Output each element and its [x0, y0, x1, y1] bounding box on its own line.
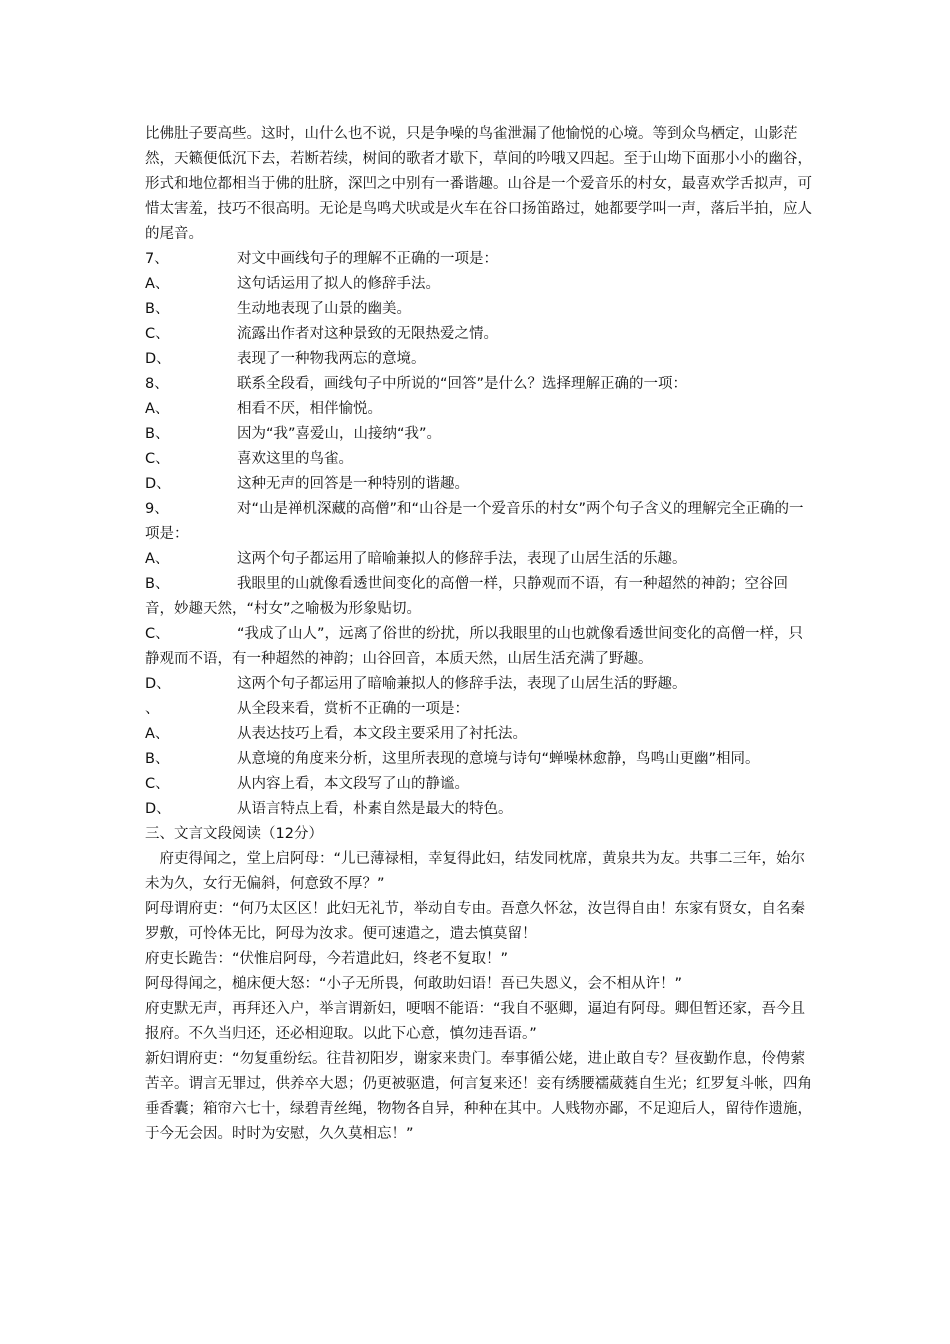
item-mark: C、: [145, 776, 170, 792]
question-8: [145, 372, 815, 397]
item-mark: A、: [145, 276, 170, 292]
item-mark: D、: [145, 676, 171, 692]
item-mark: B、: [145, 576, 170, 592]
option-9a: [145, 547, 815, 572]
item-text: 这两个句子都运用了暗喻兼拟人的修辞手法，表现了山居生活的野趣。: [237, 676, 687, 692]
item-mark: 7、: [145, 251, 169, 267]
classical-paragraph: 府吏默无声，再拜还入户，举言谓新妇，哽咽不能语：“我自不驱卿，逼迫有阿母。卿但暂还家，吾今且报府。不久当归还，还必相迎取。以此下心意，慎勿违吾语。”: [145, 1001, 806, 1042]
item-text: 喜欢这里的鸟雀。: [237, 451, 353, 467]
option-10c: [145, 772, 815, 797]
option-7d: [145, 347, 815, 372]
classical-paragraph: 府吏长跪告：“伏惟启阿母，今若遣此妇，终老不复取！”: [145, 951, 509, 967]
item-text: 从语言特点上看，朴素自然是最大的特色。: [237, 801, 513, 817]
question-7: [145, 247, 815, 272]
option-8b: [145, 422, 815, 447]
item-mark: B、: [145, 426, 170, 442]
item-text: 流露出作者对这种景致的无限热爱之情。: [237, 326, 498, 342]
passage-paragraph: 比佛肚子要高些。这时，山什么也不说，只是争噪的鸟雀泄漏了他愉悦的心境。等到众鸟栖定，山影茫然，天籁便低沉下去，若断若续，树间的歌者才歇下，草间的吟哦又四起。至于山坳下面那小小的幽谷，形式和地位都相当于佛的肚脐，深凹之中别有一番谐趣。山谷是一个爱音乐的村女，最喜欢学舌拟声，可惜太害羞，技巧不很高明。无论是鸟鸣犬吠或是火车在谷口扬笛路过，她都要学叫一声，落后半拍，应人的尾音。: [145, 126, 812, 242]
item-mark: C、: [145, 626, 170, 642]
item-mark: A、: [145, 551, 170, 567]
item-text: 联系全段看，画线句子中所说的“回答”是什么？选择理解正确的一项：: [237, 376, 688, 392]
document-page: [145, 122, 815, 1147]
option-7b: [145, 297, 815, 322]
item-mark: B、: [145, 751, 170, 767]
question-10: [145, 697, 815, 722]
item-text: 这两个句子都运用了暗喻兼拟人的修辞手法，表现了山居生活的乐趣。: [237, 551, 687, 567]
item-text: 这句话运用了拟人的修辞手法。: [237, 276, 440, 292]
question-9: [145, 497, 815, 547]
item-text: 对“山是禅机深藏的高僧”和“山谷是一个爱音乐的村女”两个句子含义的理解完全正确的一项是：: [145, 501, 804, 542]
section-heading: 三、文言文段阅读（12分）: [145, 826, 323, 842]
item-mark: D、: [145, 351, 171, 367]
classical-paragraph: 阿母得闻之，槌床便大怒：“小子无所畏，何敢助妇语！吾已失恩义，会不相从许！”: [145, 976, 683, 992]
option-8a: [145, 397, 815, 422]
item-mark: A、: [145, 726, 170, 742]
option-10b: [145, 747, 815, 772]
option-7a: [145, 272, 815, 297]
item-mark: C、: [145, 326, 170, 342]
option-8c: [145, 447, 815, 472]
item-mark: 、: [145, 701, 160, 717]
item-text: 因为“我”喜爱山，山接纳“我”。: [237, 426, 442, 442]
item-text: 生动地表现了山景的幽美。: [237, 301, 411, 317]
option-7c: [145, 322, 815, 347]
item-mark: D、: [145, 801, 171, 817]
option-9d: [145, 672, 815, 697]
item-text: 我眼里的山就像看透世间变化的高僧一样，只静观而不语，有一种超然的神韵；空谷回音，妙趣天然，“村女”之喻极为形象贴切。: [145, 576, 788, 617]
item-mark: 8、: [145, 376, 169, 392]
item-mark: 9、: [145, 501, 169, 517]
item-mark: A、: [145, 401, 170, 417]
item-text: 从全段来看，赏析不正确的一项是：: [237, 701, 469, 717]
item-mark: B、: [145, 301, 170, 317]
classical-paragraph: 新妇谓府吏：“勿复重纷纭。往昔初阳岁，谢家来贵门。奉事循公姥，进止敢自专？昼夜勤作息，伶俜萦苦辛。谓言无罪过，供养卒大恩；仍更被驱遣，何言复来还！妾有绣腰襦葳蕤自生光；红罗复斗帐，四角垂香囊；箱帘六七十，绿碧青丝绳，物物各自异，种种在其中。人贱物亦鄙，不足迎后人，留待作遗施，于今无会因。时时为安慰，久久莫相忘！”: [145, 1051, 812, 1142]
item-text: 从内容上看，本文段写了山的静谧。: [237, 776, 469, 792]
option-8d: [145, 472, 815, 497]
option-9c: [145, 622, 815, 672]
classical-text: [145, 847, 815, 1147]
item-text: 对文中画线句子的理解不正确的一项是：: [237, 251, 498, 267]
option-10a: [145, 722, 815, 747]
question-list: [145, 247, 815, 822]
item-text: “我成了山人”，远离了俗世的纷扰，所以我眼里的山也就像看透世间变化的高僧一样，只静观而不语，有一种超然的神韵；山谷回音，本质天然，山居生活充满了野趣。: [145, 626, 804, 667]
item-text: 表现了一种物我两忘的意境。: [237, 351, 426, 367]
classical-paragraph: 阿母谓府吏：“何乃太区区！此妇无礼节，举动自专由。吾意久怀忿，汝岂得自由！东家有贤女，自名秦罗敷，可怜体无比，阿母为汝求。便可速遣之，遣去慎莫留！: [145, 901, 806, 942]
option-10d: [145, 797, 815, 822]
classical-paragraph: 府吏得闻之，堂上启阿母：“儿已薄禄相，幸复得此妇，结发同枕席，黄泉共为友。共事二三年，始尔未为久，女行无偏斜，何意致不厚？”: [145, 851, 806, 892]
item-text: 相看不厌，相伴愉悦。: [237, 401, 382, 417]
item-mark: C、: [145, 451, 170, 467]
item-text: 这种无声的回答是一种特别的谐趣。: [237, 476, 469, 492]
item-text: 从意境的角度来分析，这里所表现的意境与诗句“蝉噪林愈静，鸟鸣山更幽”相同。: [237, 751, 760, 767]
item-mark: D、: [145, 476, 171, 492]
item-text: 从表达技巧上看，本文段主要采用了衬托法。: [237, 726, 527, 742]
option-9b: [145, 572, 815, 622]
